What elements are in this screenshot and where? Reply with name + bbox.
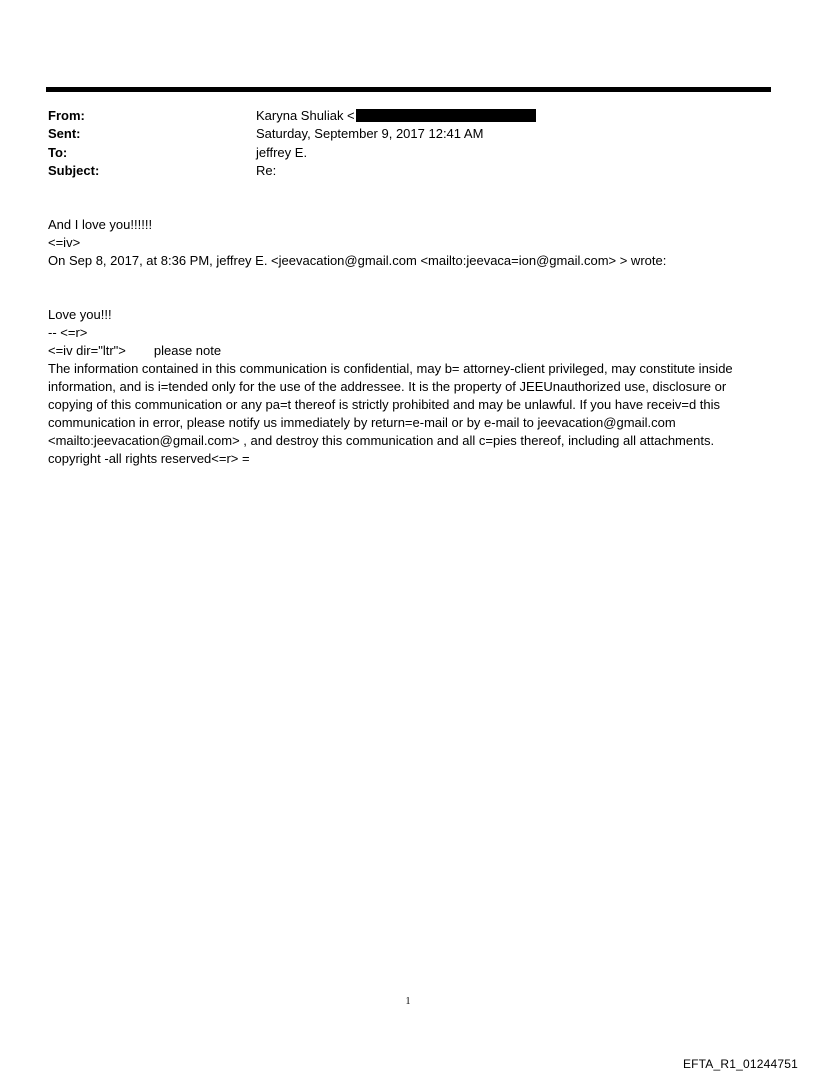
body-line: [48, 342, 763, 360]
body-line: And I love you!!!!!!: [48, 217, 153, 232]
from-value: [256, 107, 536, 125]
sent-value: Saturday, September 9, 2017 12:41 AM: [256, 126, 484, 141]
header-divider: [46, 87, 771, 92]
sender-name: Karyna Shuliak <: [256, 108, 355, 123]
redaction-bar: [356, 109, 536, 122]
bates-number: EFTA_R1_01244751: [682, 1057, 798, 1071]
quoted-attribution: On Sep 8, 2017, at 8:36 PM, jeffrey E. <jeevacation@gmail.com <mailto:jeevaca=ion@gmail.com> > wrote:: [48, 253, 667, 268]
div-tag-text: <=iv dir="ltr">: [48, 343, 126, 358]
from-label: From:: [48, 108, 85, 123]
to-label: To:: [48, 145, 68, 160]
body-line: <=iv>: [48, 235, 81, 250]
subject-label: Subject:: [48, 163, 100, 178]
sent-label: Sent:: [48, 126, 81, 141]
confidentiality-disclaimer: The information contained in this communication is confidential, may b= attorney-client privileged, may constitute inside information, and is i=tended only for the use of the addressee. It is the property of JEEUnauthorized use, disclosure or copying of this communication or any pa=t thereof is strictly prohibited and may be unlawful. If you have receiv=d this communication in error, please notify us immediately by return=e-mail or by e-mail to jeevacation@gmail.com <mailto:jeevacation@gmail.com> , and destroy this communication and all c=pies thereof, including all attachments. copyright -all rights reserved<=r> =: [48, 361, 733, 466]
to-value: jeffrey E.: [256, 145, 308, 160]
page-number: 1: [405, 996, 411, 1007]
please-note-text: please note: [153, 343, 222, 358]
body-line: -- <=r>: [48, 325, 88, 340]
subject-value: Re:: [256, 163, 277, 178]
body-line: Love you!!!: [48, 307, 112, 322]
message-body: [48, 216, 763, 468]
